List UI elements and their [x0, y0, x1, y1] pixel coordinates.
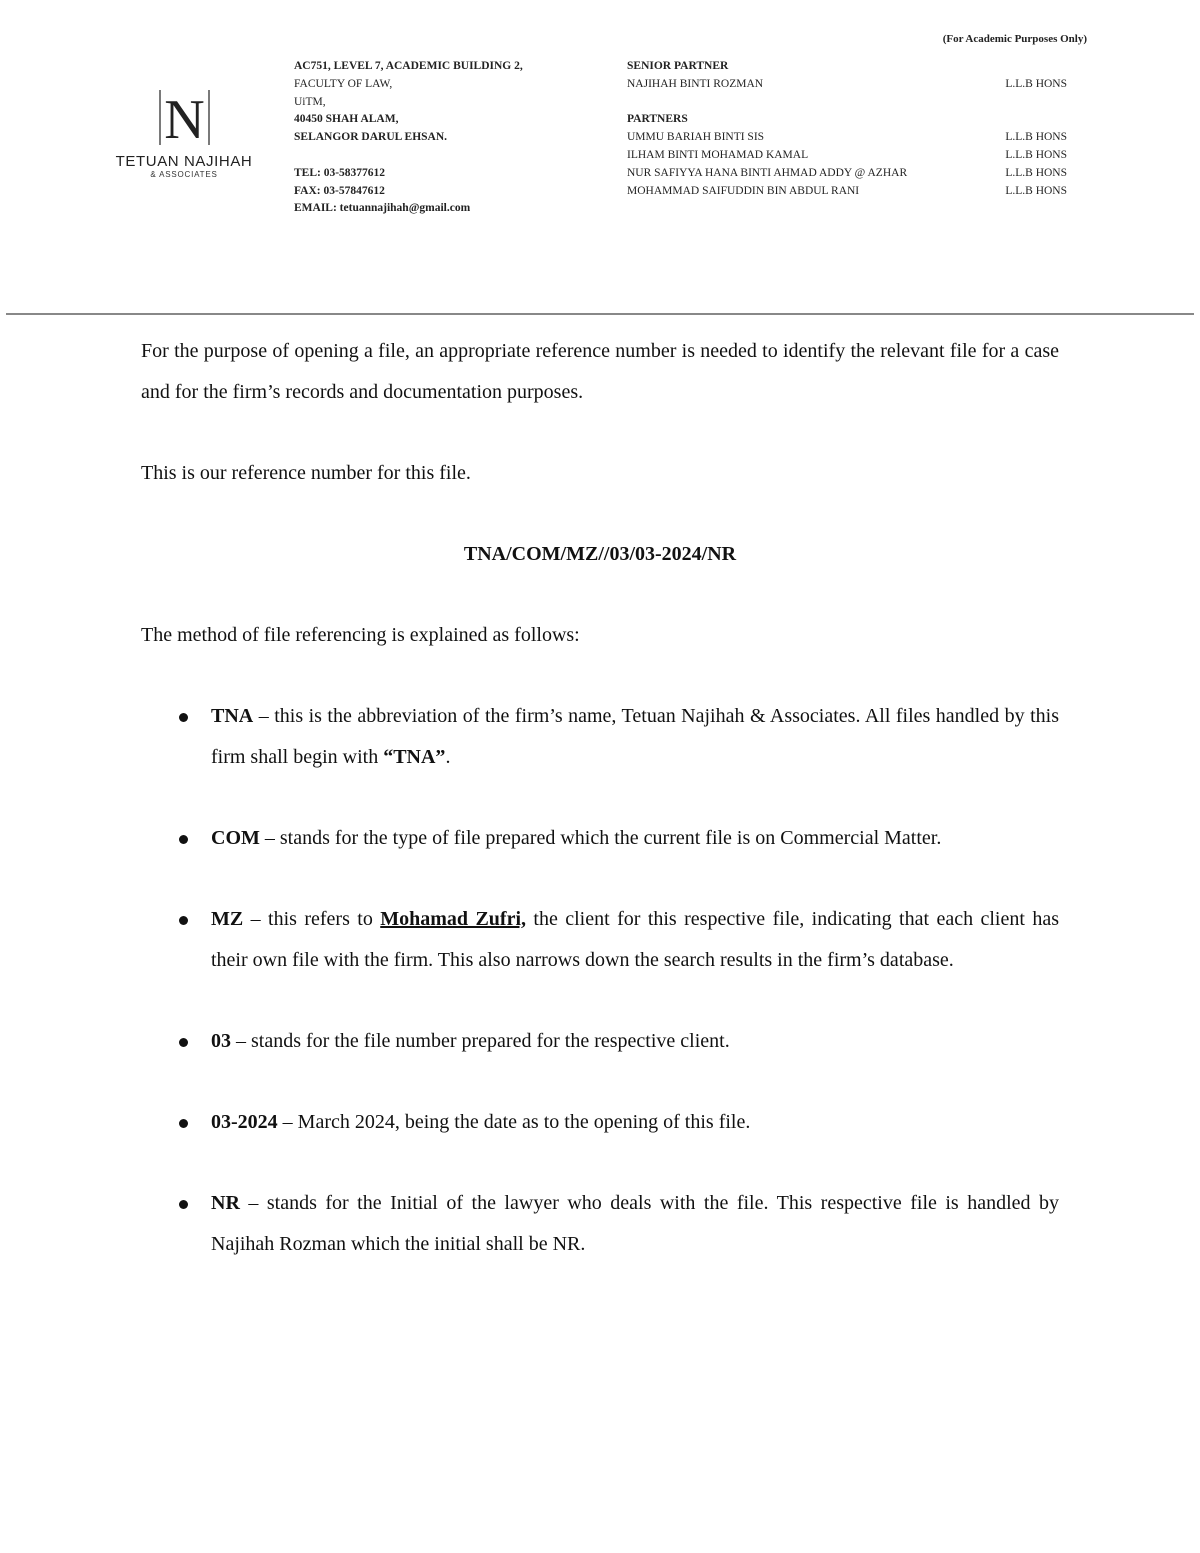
bullet-icon [179, 1200, 188, 1209]
partners-heading: PARTNERS [627, 113, 688, 126]
client-name: Mohamad Zufri, [380, 908, 526, 930]
item-code: 03-2024 [211, 1111, 278, 1133]
list-item [141, 1021, 1059, 1062]
bullet-icon [179, 713, 188, 722]
partner-qualification: L.L.B HONS [1005, 166, 1067, 179]
reference-breakdown-list [141, 696, 1059, 1265]
partner-qualification: L.L.B HONS [1005, 131, 1067, 144]
fax-number: FAX: 03-57847612 [294, 184, 385, 197]
partner-qualification: L.L.B HONS [1005, 77, 1067, 90]
email-address: EMAIL: tetuannajihah@gmail.com [294, 202, 471, 215]
intro-paragraph: For the purpose of opening a file, an appropriate reference number is needed to identify the relevant file for a case and for the firm’s records and documentation purposes. [141, 340, 1059, 403]
document-body [141, 331, 1059, 1265]
partner-row [627, 183, 1067, 201]
partner-row [627, 147, 1067, 165]
address-line: UiTM, [294, 95, 326, 108]
senior-partner-row [627, 76, 1067, 94]
item-code: NR [211, 1192, 240, 1214]
item-text: – stands for the Initial of the lawyer who deals with the file. This respective file is handled by Najihah Rozman which the initial shall be NR. [211, 1192, 1059, 1255]
bullet-icon [179, 1119, 188, 1128]
item-code: COM [211, 827, 260, 849]
academic-notice: (For Academic Purposes Only) [942, 33, 1087, 45]
logo-name: TETUAN NAJIHAH [115, 153, 253, 170]
partner-name: MOHAMMAD SAIFUDDIN BIN ABDUL RANI [627, 184, 860, 197]
item-code: 03 [211, 1030, 231, 1052]
partner-name: NUR SAFIYYA HANA BINTI AHMAD ADDY @ AZHAR [627, 166, 908, 179]
item-quote: “TNA” [383, 746, 446, 768]
reference-intro: This is our reference number for this file. [141, 462, 471, 484]
partner-row [627, 129, 1067, 147]
address-line: 40450 SHAH ALAM, [294, 113, 399, 126]
list-item [141, 1102, 1059, 1143]
item-tail: . [445, 746, 451, 768]
bullet-icon [179, 835, 188, 844]
logo-monogram [157, 88, 212, 147]
item-pre: – this refers to [243, 908, 381, 930]
address-line: FACULTY OF LAW, [294, 77, 393, 90]
partner-name: UMMU BARIAH BINTI SIS [627, 131, 765, 144]
method-intro: The method of file referencing is explained as follows: [141, 624, 580, 646]
partner-name: NAJIHAH BINTI ROZMAN [627, 77, 764, 90]
item-text: – stands for the file number prepared for the respective client. [231, 1030, 730, 1052]
partners-block [627, 58, 1067, 200]
partner-row [627, 165, 1067, 183]
list-item [141, 899, 1059, 981]
bullet-icon [179, 916, 188, 925]
tel-number: TEL: 03-58377612 [294, 166, 386, 179]
firm-logo [108, 88, 260, 179]
item-text: the client for this respective file, indicating that each client has their own file with the firm. This also narrows down the search results in the firm’s database. [211, 908, 1059, 971]
list-item [141, 818, 1059, 859]
logo-subtitle: & ASSOCIATES [150, 170, 218, 179]
item-text: – this is the abbreviation of the firm’s name, Tetuan Najihah & Associates. All files handled by this firm shall begin with [211, 705, 1059, 768]
partner-qualification: L.L.B HONS [1005, 148, 1067, 161]
partner-name: ILHAM BINTI MOHAMAD KAMAL [627, 148, 809, 161]
header-divider [6, 313, 1194, 315]
reference-number: TNA/COM/MZ//03/03-2024/NR [463, 543, 737, 565]
address-line: SELANGOR DARUL EHSAN. [294, 131, 448, 144]
item-code: TNA [211, 705, 254, 727]
item-text: – stands for the type of file prepared which the current file is on Commercial Matter. [259, 827, 942, 849]
item-text: – March 2024, being the date as to the opening of this file. [277, 1111, 751, 1133]
logo-letter: N [163, 89, 205, 147]
senior-partner-heading: SENIOR PARTNER [627, 60, 729, 72]
address-line: AC751, LEVEL 7, ACADEMIC BUILDING 2, [294, 60, 523, 72]
firm-address [294, 58, 523, 218]
list-item [141, 696, 1059, 778]
item-code: MZ [211, 908, 244, 930]
bullet-icon [179, 1038, 188, 1047]
partner-qualification: L.L.B HONS [1005, 184, 1067, 197]
list-item [141, 1183, 1059, 1265]
